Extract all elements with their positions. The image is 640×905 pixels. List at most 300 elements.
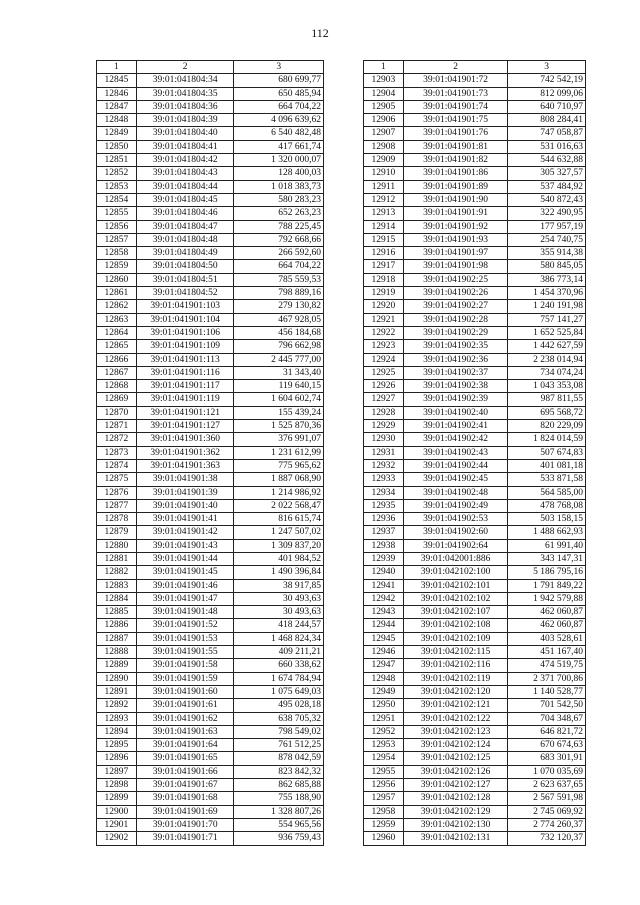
cadastral-number: 39:01:042102:116 (403, 659, 508, 672)
table-row (364, 380, 586, 393)
table-row (364, 114, 586, 127)
cadastral-value: 664 704,22 (234, 100, 324, 113)
cadastral-number: 39:01:041902:38 (403, 380, 508, 393)
table-row (364, 818, 586, 831)
row-number: 12933 (364, 473, 404, 486)
row-number: 12903 (364, 74, 404, 87)
cadastral-value: 456 184,68 (234, 326, 324, 339)
row-number: 12878 (97, 513, 137, 526)
row-number: 12890 (97, 672, 137, 685)
row-number: 12938 (364, 539, 404, 552)
cadastral-number: 39:01:041901:75 (403, 114, 508, 127)
row-number: 12862 (97, 300, 137, 313)
cadastral-number: 39:01:041902:27 (403, 300, 508, 313)
cadastral-number: 39:01:041901:109 (136, 340, 234, 353)
table-row (364, 313, 586, 326)
table-row (97, 592, 324, 605)
cadastral-value: 343 147,31 (508, 552, 586, 565)
cadastral-number: 39:01:042102:107 (403, 606, 508, 619)
table-row (97, 446, 324, 459)
cadastral-value: 5 186 795,16 (508, 566, 586, 579)
cadastral-value: 1 309 837,20 (234, 539, 324, 552)
table-row (97, 672, 324, 685)
table-row (97, 154, 324, 167)
table-row (364, 579, 586, 592)
table-row (364, 393, 586, 406)
cadastral-number: 39:01:041901:76 (403, 127, 508, 140)
table-row (97, 539, 324, 552)
cadastral-value: 1 140 528,77 (508, 685, 586, 698)
cadastral-number: 39:01:041804:35 (136, 87, 234, 100)
cadastral-value: 31 343,40 (234, 366, 324, 379)
table-row (97, 725, 324, 738)
row-number: 12882 (97, 566, 137, 579)
row-number: 12951 (364, 712, 404, 725)
cadastral-value: 798 889,16 (234, 287, 324, 300)
table-row (97, 340, 324, 353)
cadastral-number: 39:01:041901:52 (136, 619, 234, 632)
cadastral-value: 680 699,77 (234, 74, 324, 87)
cadastral-value: 305 327,57 (508, 167, 586, 180)
row-number: 12895 (97, 739, 137, 752)
row-number: 12953 (364, 739, 404, 752)
table-row (364, 446, 586, 459)
row-number: 12941 (364, 579, 404, 592)
row-number: 12885 (97, 606, 137, 619)
row-number: 12916 (364, 247, 404, 260)
cadastral-number: 39:01:041901:59 (136, 672, 234, 685)
cadastral-value: 462 060,87 (508, 619, 586, 632)
cadastral-number: 39:01:041901:82 (403, 154, 508, 167)
cadastral-value: 664 704,22 (234, 260, 324, 273)
row-number: 12891 (97, 685, 137, 698)
cadastral-number: 39:01:042102:115 (403, 646, 508, 659)
table-body-left (97, 74, 324, 845)
table-row (364, 406, 586, 419)
cadastral-value: 1 328 807,26 (234, 805, 324, 818)
row-number: 12923 (364, 340, 404, 353)
cadastral-number: 39:01:041804:52 (136, 287, 234, 300)
cadastral-value: 1 442 627,59 (508, 340, 586, 353)
cadastral-number: 39:01:041901:81 (403, 140, 508, 153)
row-number: 12920 (364, 300, 404, 313)
table-row (97, 765, 324, 778)
cadastral-value: 537 484,92 (508, 180, 586, 193)
table-row (364, 646, 586, 659)
row-number: 12948 (364, 672, 404, 685)
cadastral-number: 39:01:041901:43 (136, 539, 234, 552)
row-number: 12854 (97, 193, 137, 206)
header-cell-2: 2 (403, 61, 508, 74)
cadastral-number: 39:01:041902:41 (403, 420, 508, 433)
cadastral-number: 39:01:041901:71 (136, 832, 234, 845)
row-number: 12875 (97, 473, 137, 486)
table-row (97, 832, 324, 845)
cadastral-number: 39:01:041901:70 (136, 818, 234, 831)
row-number: 12863 (97, 313, 137, 326)
cadastral-value: 1 824 014,59 (508, 433, 586, 446)
cadastral-number: 39:01:041902:37 (403, 366, 508, 379)
row-number: 12893 (97, 712, 137, 725)
cadastral-number: 39:01:042102:121 (403, 699, 508, 712)
cadastral-value: 38 917,85 (234, 579, 324, 592)
cadastral-number: 39:01:042102:129 (403, 805, 508, 818)
table-row (97, 326, 324, 339)
cadastral-number: 39:01:041902:39 (403, 393, 508, 406)
table-row (364, 792, 586, 805)
cadastral-value: 386 773,14 (508, 273, 586, 286)
cadastral-value: 734 074,24 (508, 366, 586, 379)
cadastral-value: 757 141,27 (508, 313, 586, 326)
cadastral-number: 39:01:041901:48 (136, 606, 234, 619)
cadastral-number: 39:01:041901:42 (136, 526, 234, 539)
table-row (97, 127, 324, 140)
table-row (97, 140, 324, 153)
row-number: 12917 (364, 260, 404, 273)
row-number: 12904 (364, 87, 404, 100)
table-row (97, 486, 324, 499)
row-number: 12944 (364, 619, 404, 632)
row-number: 12928 (364, 406, 404, 419)
cadastral-value: 507 674,83 (508, 446, 586, 459)
table-row (97, 752, 324, 765)
cadastral-number: 39:01:041901:65 (136, 752, 234, 765)
table-row (97, 180, 324, 193)
cadastral-number: 39:01:041901:74 (403, 100, 508, 113)
cadastral-number: 39:01:042102:122 (403, 712, 508, 725)
cadastral-value: 732 120,37 (508, 832, 586, 845)
table-row (97, 579, 324, 592)
table-row (364, 499, 586, 512)
cadastral-value: 808 284,41 (508, 114, 586, 127)
cadastral-number: 39:01:041901:40 (136, 499, 234, 512)
table-row (97, 792, 324, 805)
table-row (97, 353, 324, 366)
row-number: 12952 (364, 725, 404, 738)
row-number: 12886 (97, 619, 137, 632)
cadastral-number: 39:01:041901:67 (136, 779, 234, 792)
table-row (364, 433, 586, 446)
cadastral-number: 39:01:041901:41 (136, 513, 234, 526)
table-row (364, 712, 586, 725)
row-number: 12848 (97, 114, 137, 127)
table-row (364, 632, 586, 645)
cadastral-value: 1 488 662,93 (508, 526, 586, 539)
cadastral-value: 451 167,40 (508, 646, 586, 659)
table-row (364, 287, 586, 300)
cadastral-number: 39:01:042102:126 (403, 765, 508, 778)
row-number: 12949 (364, 685, 404, 698)
table-row (97, 459, 324, 472)
cadastral-value: 747 058,87 (508, 127, 586, 140)
cadastral-value: 1 070 035,69 (508, 765, 586, 778)
cadastral-number: 39:01:041901:97 (403, 247, 508, 260)
cadastral-number: 39:01:041901:104 (136, 313, 234, 326)
row-number: 12958 (364, 805, 404, 818)
cadastral-value: 564 585,00 (508, 486, 586, 499)
cadastral-number: 39:01:041901:55 (136, 646, 234, 659)
cadastral-value: 1 247 507,02 (234, 526, 324, 539)
cadastral-value: 2 567 591,98 (508, 792, 586, 805)
cadastral-value: 823 842,32 (234, 765, 324, 778)
cadastral-value: 376 991,07 (234, 433, 324, 446)
cadastral-value: 128 400,03 (234, 167, 324, 180)
cadastral-value: 4 096 639,62 (234, 114, 324, 127)
cadastral-number: 39:01:041804:48 (136, 233, 234, 246)
row-number: 12950 (364, 699, 404, 712)
table-row (97, 366, 324, 379)
cadastral-value: 401 081,18 (508, 459, 586, 472)
cadastral-value: 1 887 068,90 (234, 473, 324, 486)
row-number: 12849 (97, 127, 137, 140)
row-number: 12915 (364, 233, 404, 246)
cadastral-number: 39:01:041804:43 (136, 167, 234, 180)
cadastral-number: 39:01:041901:90 (403, 193, 508, 206)
cadastral-number: 39:01:041901:89 (403, 180, 508, 193)
cadastral-number: 39:01:042102:130 (403, 818, 508, 831)
row-number: 12897 (97, 765, 137, 778)
table-header-row (364, 61, 586, 74)
row-number: 12901 (97, 818, 137, 831)
cadastral-value: 2 623 637,65 (508, 779, 586, 792)
cadastral-number: 39:01:041901:46 (136, 579, 234, 592)
cadastral-value: 478 768,08 (508, 499, 586, 512)
cadastral-value: 1 942 579,88 (508, 592, 586, 605)
row-number: 12909 (364, 154, 404, 167)
row-number: 12913 (364, 207, 404, 220)
cadastral-number: 39:01:041901:61 (136, 699, 234, 712)
cadastral-value: 2 371 700,86 (508, 672, 586, 685)
row-number: 12880 (97, 539, 137, 552)
table-header-row (97, 61, 324, 74)
row-number: 12914 (364, 220, 404, 233)
table-row (97, 646, 324, 659)
cadastral-value: 1 043 353,08 (508, 380, 586, 393)
cadastral-value: 798 549,02 (234, 725, 324, 738)
table-row (97, 100, 324, 113)
cadastral-number: 39:01:042102:100 (403, 566, 508, 579)
row-number: 12959 (364, 818, 404, 831)
cadastral-number: 39:01:041901:362 (136, 446, 234, 459)
table-row (364, 247, 586, 260)
cadastral-value: 775 965,62 (234, 459, 324, 472)
cadastral-number: 39:01:041902:43 (403, 446, 508, 459)
table-row (97, 739, 324, 752)
cadastral-value: 652 263,23 (234, 207, 324, 220)
cadastral-value: 788 225,45 (234, 220, 324, 233)
cadastral-number: 39:01:042102:131 (403, 832, 508, 845)
cadastral-value: 761 512,25 (234, 739, 324, 752)
cadastral-value: 418 244,57 (234, 619, 324, 632)
table-row (364, 180, 586, 193)
table-row (364, 459, 586, 472)
cadastral-number: 39:01:041804:34 (136, 74, 234, 87)
table-row (97, 287, 324, 300)
cadastral-number: 39:01:041901:44 (136, 552, 234, 565)
row-number: 12883 (97, 579, 137, 592)
row-number: 12870 (97, 406, 137, 419)
cadastral-number: 39:01:041901:106 (136, 326, 234, 339)
table-row (364, 353, 586, 366)
row-number: 12851 (97, 154, 137, 167)
cadastral-value: 554 965,56 (234, 818, 324, 831)
cadastral-number: 39:01:041901:38 (136, 473, 234, 486)
cadastral-number: 39:01:041901:60 (136, 685, 234, 698)
cadastral-number: 39:01:041902:35 (403, 340, 508, 353)
table-row (97, 712, 324, 725)
cadastral-number: 39:01:041901:58 (136, 659, 234, 672)
cadastral-value: 119 640,15 (234, 380, 324, 393)
cadastral-number: 39:01:041901:119 (136, 393, 234, 406)
cadastral-value: 417 661,74 (234, 140, 324, 153)
cadastral-value: 279 130,82 (234, 300, 324, 313)
cadastral-number: 39:01:041901:47 (136, 592, 234, 605)
cadastral-number: 39:01:042102:120 (403, 685, 508, 698)
table-row (364, 207, 586, 220)
cadastral-value: 409 211,21 (234, 646, 324, 659)
cadastral-value: 503 158,15 (508, 513, 586, 526)
cadastral-value: 640 710,97 (508, 100, 586, 113)
table-row (97, 300, 324, 313)
cadastral-value: 670 674,63 (508, 739, 586, 752)
row-number: 12918 (364, 273, 404, 286)
cadastral-number: 39:01:041901:363 (136, 459, 234, 472)
table-row (97, 513, 324, 526)
header-cell-1: 1 (97, 61, 137, 74)
row-number: 12932 (364, 459, 404, 472)
row-number: 12872 (97, 433, 137, 446)
row-number: 12919 (364, 287, 404, 300)
row-number: 12874 (97, 459, 137, 472)
row-number: 12853 (97, 180, 137, 193)
cadastral-value: 936 759,43 (234, 832, 324, 845)
row-number: 12888 (97, 646, 137, 659)
cadastral-value: 816 615,74 (234, 513, 324, 526)
cadastral-value: 792 668,66 (234, 233, 324, 246)
row-number: 12921 (364, 313, 404, 326)
table-row (97, 233, 324, 246)
header-cell-2: 2 (136, 61, 234, 74)
table-row (364, 805, 586, 818)
table-row (364, 619, 586, 632)
table-row (364, 552, 586, 565)
cadastral-value: 1 320 000,07 (234, 154, 324, 167)
cadastral-number: 39:01:042001:886 (403, 552, 508, 565)
cadastral-number: 39:01:041901:91 (403, 207, 508, 220)
table-row (364, 779, 586, 792)
table-row (97, 273, 324, 286)
table-row (364, 685, 586, 698)
cadastral-number: 39:01:041901:73 (403, 87, 508, 100)
table-row (364, 127, 586, 140)
row-number: 12957 (364, 792, 404, 805)
cadastral-value: 2 238 014,94 (508, 353, 586, 366)
cadastral-number: 39:01:041902:28 (403, 313, 508, 326)
table-row (364, 366, 586, 379)
row-number: 12845 (97, 74, 137, 87)
table-row (364, 167, 586, 180)
table-row (364, 486, 586, 499)
table-row (97, 313, 324, 326)
row-number: 12910 (364, 167, 404, 180)
row-number: 12942 (364, 592, 404, 605)
cadastral-number: 39:01:042102:127 (403, 779, 508, 792)
table-row (97, 805, 324, 818)
page-number: 112 (311, 26, 329, 40)
row-number: 12939 (364, 552, 404, 565)
cadastral-value: 1 674 784,94 (234, 672, 324, 685)
cadastral-number: 39:01:041901:45 (136, 566, 234, 579)
cadastral-number: 39:01:041902:53 (403, 513, 508, 526)
cadastral-value: 646 821,72 (508, 725, 586, 738)
cadastral-number: 39:01:041902:36 (403, 353, 508, 366)
cadastral-number: 39:01:041902:29 (403, 326, 508, 339)
row-number: 12894 (97, 725, 137, 738)
row-number: 12868 (97, 380, 137, 393)
cadastral-value: 812 099,06 (508, 87, 586, 100)
cadastral-value: 533 871,58 (508, 473, 586, 486)
row-number: 12946 (364, 646, 404, 659)
table-row (97, 393, 324, 406)
cadastral-number: 39:01:042102:123 (403, 725, 508, 738)
cadastral-number: 39:01:041804:45 (136, 193, 234, 206)
header-cell-3: 3 (234, 61, 324, 74)
cadastral-number: 39:01:041901:117 (136, 380, 234, 393)
cadastral-number: 39:01:041804:41 (136, 140, 234, 153)
cadastral-number: 39:01:041902:45 (403, 473, 508, 486)
cadastral-number: 39:01:041901:121 (136, 406, 234, 419)
cadastral-value: 580 845,05 (508, 260, 586, 273)
table-row (364, 539, 586, 552)
table-row (97, 114, 324, 127)
row-number: 12861 (97, 287, 137, 300)
row-number: 12955 (364, 765, 404, 778)
cadastral-value: 785 559,53 (234, 273, 324, 286)
table-row (97, 433, 324, 446)
row-number: 12884 (97, 592, 137, 605)
row-number: 12954 (364, 752, 404, 765)
cadastral-number: 39:01:041804:50 (136, 260, 234, 273)
cadastral-number: 39:01:042102:124 (403, 739, 508, 752)
cadastral-value: 403 528,61 (508, 632, 586, 645)
cadastral-number: 39:01:042102:108 (403, 619, 508, 632)
table-row (97, 606, 324, 619)
table-row (97, 779, 324, 792)
table-row (97, 87, 324, 100)
header-cell-1: 1 (364, 61, 404, 74)
table-row (364, 513, 586, 526)
cadastral-number: 39:01:041902:49 (403, 499, 508, 512)
table-row (364, 566, 586, 579)
row-number: 12847 (97, 100, 137, 113)
row-number: 12864 (97, 326, 137, 339)
cadastral-value: 495 028,18 (234, 699, 324, 712)
table-row (364, 725, 586, 738)
cadastral-value: 638 705,32 (234, 712, 324, 725)
table-row (364, 340, 586, 353)
cadastral-value: 820 229,09 (508, 420, 586, 433)
row-number: 12856 (97, 220, 137, 233)
table-row (97, 699, 324, 712)
cadastral-value: 580 283,23 (234, 193, 324, 206)
cadastral-value: 61 991,40 (508, 539, 586, 552)
cadastral-number: 39:01:041902:42 (403, 433, 508, 446)
row-number: 12925 (364, 366, 404, 379)
cadastral-value: 155 439,24 (234, 406, 324, 419)
cadastral-value: 355 914,38 (508, 247, 586, 260)
cadastral-value: 1 075 649,03 (234, 685, 324, 698)
cadastral-value: 1 454 370,96 (508, 287, 586, 300)
